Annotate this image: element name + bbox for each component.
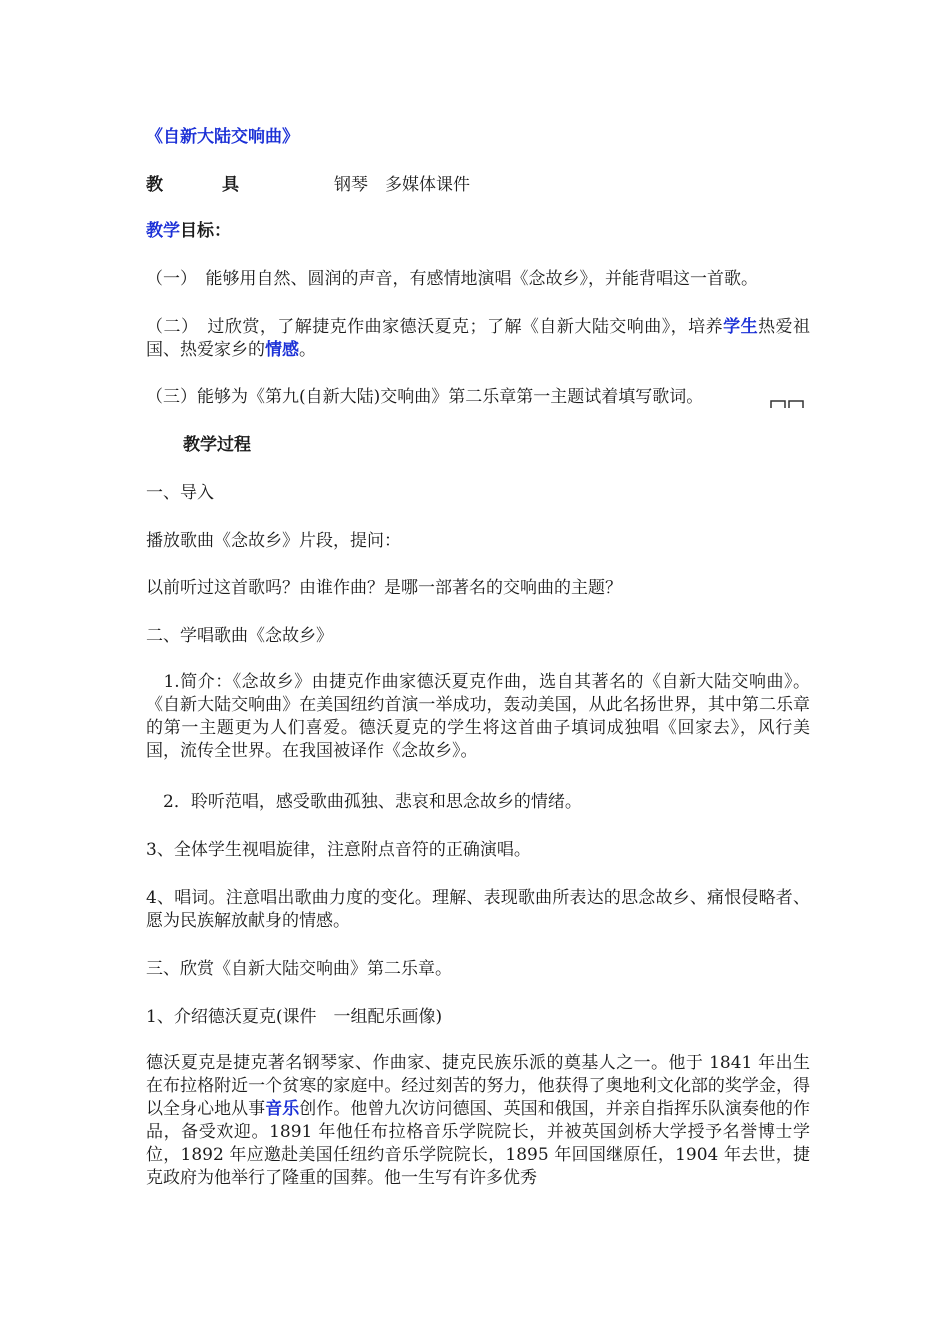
goal-2-text-c: 。 [299, 340, 316, 360]
goal-3: （三）能够为《第九(自新大陆)交响曲》第二乐章第一主题试着填写歌词。 [146, 387, 704, 407]
goals-heading [146, 220, 810, 243]
section-2-para-2: 2．聆听范唱，感受歌曲孤独、悲哀和思念故乡的情绪。 [146, 792, 582, 812]
section-1-para-2: 以前听过这首歌吗？由谁作曲？是哪一部著名的交响曲的主题？ [146, 578, 622, 598]
music-link[interactable]: 音乐 [265, 1099, 300, 1119]
section-2-heading: 二、学唱歌曲《念故乡》 [146, 626, 333, 646]
section-3-para-2 [146, 1052, 810, 1190]
section-3-heading: 三、欣赏《自新大陆交响曲》第二乐章。 [146, 959, 452, 979]
teaching-tools-label-2: 具 [222, 175, 239, 195]
underline-mark-icon [770, 395, 804, 409]
section-2-para-3: 3、全体学生视唱旋律，注意附点音符的正确演唱。 [146, 840, 531, 860]
teaching-tools-line [146, 174, 810, 197]
section-2-para-1: 1.简介：《念故乡》由捷克作曲家德沃夏克作曲，选自其著名的《自新大陆交响曲》。《自新大陆交响曲》在美国纽约首演一举成功，轰动美国，从此名扬世界，其中第二乐章的第一主题更为人们喜爱。德沃夏克的学生将这首曲子填词成独唱《回家去》，风行美国，流传全世界。在我国被译作《念故乡》。 [146, 672, 810, 761]
section-1-heading: 一、导入 [146, 483, 214, 503]
goal-2-link-emotion[interactable]: 情感 [265, 340, 299, 360]
section-3-para-2-text-b: 创作。他曾九次访问德国、英国和俄国，并亲自指挥乐队演奏他的作品，备受欢迎。1891 年他任布拉格音乐学院院长，并被英国剑桥大学授予名誉博士学位，1892 年应邀赴美国任纽约音乐学院院长，1895 年回国继原任，1904 年去世，捷克政府为他举行了隆重的国葬。他一生写有许多优秀 [146, 1099, 811, 1188]
teaching-tools-label-1: 教 [146, 175, 163, 195]
section-1-para-1: 播放歌曲《念故乡》片段，提问： [146, 531, 401, 551]
process-heading: 教学过程 [183, 435, 251, 455]
goals-heading-link[interactable]: 教学 [146, 221, 180, 241]
section-2-para-4: 4、唱词。注意唱出歌曲力度的变化。理解、表现歌曲所表达的思念故乡、痛恨侵略者、愿为民族解放献身的情感。 [146, 888, 810, 931]
section-3-para-2-text-a: 德沃夏克是捷克著名钢琴家、作曲家、捷克民族乐派的奠基人之一。他于 1841 年出生在布拉格附近一个贫寒的家庭中。经过刻苦的努力，他获得了奥地利文化部的奖学金，得以全身心地从事 [146, 1053, 810, 1119]
goal-2 [146, 316, 810, 362]
section-3-para-1: 1、介绍德沃夏克(课件 一组配乐画像) [146, 1007, 443, 1027]
teaching-tools-value: 钢琴 多媒体课件 [334, 175, 470, 195]
goal-2-text-b: 热爱祖国、热爱家乡的 [146, 317, 811, 360]
document-title: 《自新大陆交响曲》 [146, 127, 299, 147]
goal-2-text-a: （二） 过欣赏，了解捷克作曲家德沃夏克；了解《自新大陆交响曲》，培养 [146, 317, 724, 337]
goal-1: （一） 能够用自然、圆润的声音，有感情地演唱《念故乡》，并能背唱这一首歌。 [146, 269, 758, 289]
goals-heading-rest: 目标： [180, 221, 231, 241]
goal-2-link-students[interactable]: 学生 [723, 317, 759, 337]
